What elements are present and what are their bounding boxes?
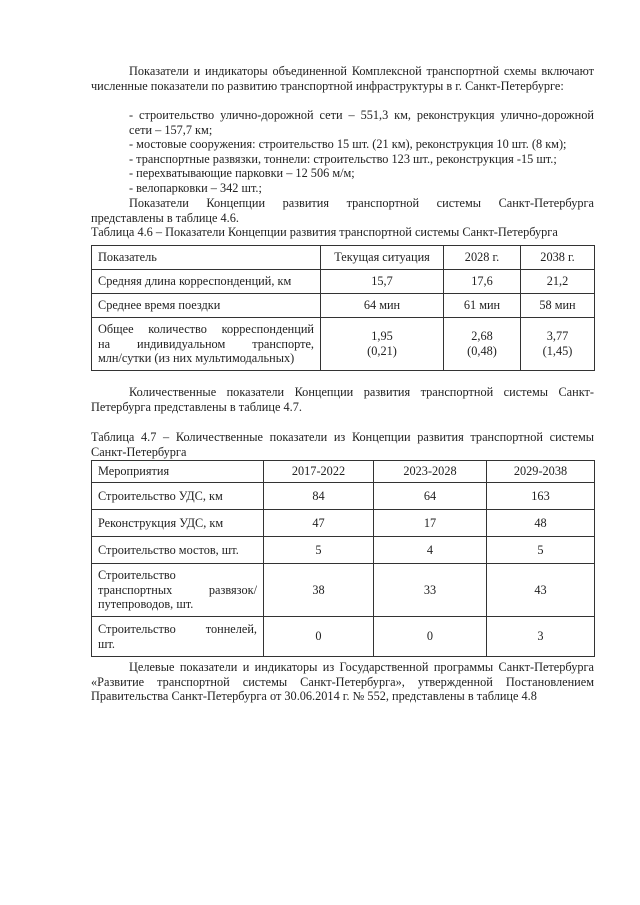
table-cell: 58 мин xyxy=(521,294,595,318)
list-item: - строительство улично-дорожной сети – 551,3 км, реконструкция улично-дорожной сети – 157,7 км; xyxy=(129,108,594,137)
table-cell: 33 xyxy=(374,564,487,617)
cell-subvalue: (0,21) xyxy=(367,344,397,358)
table47-caption: Таблица 4.7 – Количественные показатели из Концепции развития транспортной системы Санкт-Петербурга xyxy=(91,430,594,459)
table-row xyxy=(92,617,595,657)
column-header: 2038 г. xyxy=(521,246,595,270)
row-label: Средняя длина корреспонденций, км xyxy=(92,270,321,294)
table-cell: 4 xyxy=(374,537,487,564)
table-cell: 17,6 xyxy=(444,270,521,294)
table47-reference-paragraph: Количественные показатели Концепции развития транспортной системы Санкт-Петербурга представлены в таблице 4.7. xyxy=(91,385,594,414)
row-label xyxy=(92,318,321,371)
table-cell: 17 xyxy=(374,510,487,537)
table-cell: 21,2 xyxy=(521,270,595,294)
column-header: 2023-2028 xyxy=(374,461,487,483)
table46-reference-paragraph: Показатели Концепции развития транспортной системы Санкт-Петербурга представлены в таблице 4.6. xyxy=(91,196,594,225)
cell-value: 1,95 xyxy=(371,329,393,344)
table-cell: 38 xyxy=(264,564,374,617)
column-header: Показатель xyxy=(92,246,321,270)
label-line: на индивидуальном транспорте, xyxy=(98,336,314,351)
table-cell: 64 xyxy=(374,483,487,510)
table-row xyxy=(92,294,595,318)
row-label: Строительство мостов, шт. xyxy=(92,537,264,564)
label-line: Строительство xyxy=(98,568,176,583)
table-header-row xyxy=(92,246,595,270)
row-label: Реконструкция УДС, км xyxy=(92,510,264,537)
label-line: шт. xyxy=(98,636,115,651)
table46-caption: Таблица 4.6 – Показатели Концепции развития транспортной системы Санкт-Петербурга xyxy=(91,225,558,239)
table-cell: 43 xyxy=(487,564,595,617)
row-label: Среднее время поездки xyxy=(92,294,321,318)
list-item: - перехватывающие парковки – 12 506 м/м; xyxy=(129,166,355,181)
table-cell: 64 мин xyxy=(321,294,444,318)
table-cell: 163 xyxy=(487,483,595,510)
list-item: - транспортные развязки, тоннели: строительство 123 шт., реконструкция -15 шт.; xyxy=(129,151,557,166)
list-item: - велопарковки – 342 шт.; xyxy=(129,180,262,195)
table-cell: 15,7 xyxy=(321,270,444,294)
table-cell: 3 xyxy=(487,617,595,657)
row-label: Строительство УДС, км xyxy=(92,483,264,510)
table-cell xyxy=(444,318,521,371)
cell-value: 3,77 xyxy=(546,329,569,344)
table-cell: 61 мин xyxy=(444,294,521,318)
table-cell: 0 xyxy=(264,617,374,657)
list-item: - мостовые сооружения: строительство 15 шт. (21 км), реконструкция 10 шт. (8 км); xyxy=(129,137,567,152)
table-cell: 5 xyxy=(487,537,595,564)
table-cell: 5 xyxy=(264,537,374,564)
label-line: Общее количество корреспонденций xyxy=(98,322,314,337)
table-cell: 84 xyxy=(264,483,374,510)
row-label xyxy=(92,564,264,617)
table-row xyxy=(92,537,595,564)
table-row xyxy=(92,483,595,510)
table-cell xyxy=(321,318,444,371)
table48-reference-paragraph: Целевые показатели и индикаторы из Государственной программы Санкт-Петербурга «Развитие транспортной системы Санкт-Петербурга», утвержденной Постановлением Правительства Санкт-Петербурга от 30.06.2014 г. № 552, представлены в таблице 4.8 xyxy=(91,660,594,704)
label-line: Строительство тоннелей, xyxy=(98,622,257,637)
indicator-list xyxy=(91,108,594,196)
table-cell: 0 xyxy=(374,617,487,657)
cell-subvalue: (1,45) xyxy=(542,344,573,358)
label-line: транспортных развязок/ xyxy=(98,582,257,597)
column-header: 2017-2022 xyxy=(264,461,374,483)
table-row xyxy=(92,510,595,537)
table-4-6 xyxy=(91,245,595,371)
table-header-row xyxy=(92,461,595,483)
column-header: Текущая ситуация xyxy=(321,246,444,270)
table-row xyxy=(92,270,595,294)
table-cell xyxy=(521,318,595,371)
column-header: Мероприятия xyxy=(92,461,264,483)
row-label xyxy=(92,617,264,657)
label-line: млн/сутки (из них мультимодальных) xyxy=(98,351,295,366)
label-line: путепроводов, шт. xyxy=(98,597,194,612)
cell-subvalue: (0,48) xyxy=(467,344,497,358)
table-row xyxy=(92,564,595,617)
cell-value: 2,68 xyxy=(471,329,493,344)
intro-paragraph: Показатели и индикаторы объединенной Комплексной транспортной схемы включают численные показатели по развитию транспортной инфраструктуры в г. Санкт-Петербурге: xyxy=(91,64,594,93)
column-header: 2028 г. xyxy=(444,246,521,270)
table-4-7 xyxy=(91,460,595,657)
table-row xyxy=(92,318,595,371)
table-cell: 47 xyxy=(264,510,374,537)
column-header: 2029-2038 xyxy=(487,461,595,483)
table-cell: 48 xyxy=(487,510,595,537)
